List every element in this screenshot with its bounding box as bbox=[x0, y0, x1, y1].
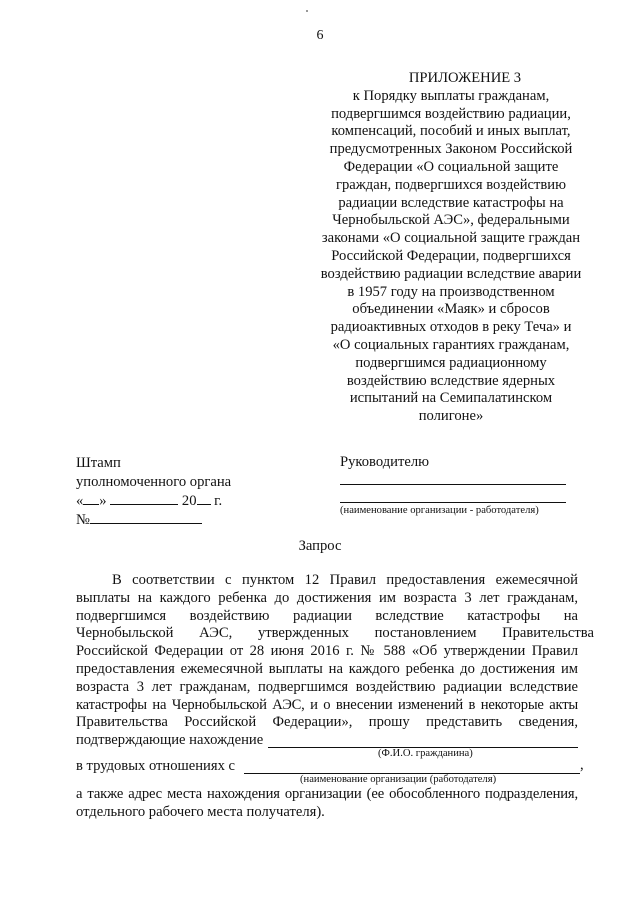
request-title: Запрос bbox=[298, 538, 342, 554]
stamp-number bbox=[76, 511, 231, 530]
appendix-line: предусмотренных Законом Российской bbox=[329, 141, 573, 158]
body-line: подвергшимся воздействию радиации вследствие катастрофы на bbox=[76, 607, 578, 624]
number-field[interactable] bbox=[90, 522, 202, 524]
employment-comma: , bbox=[580, 757, 584, 773]
appendix-line: законами «О социальной защите граждан bbox=[321, 230, 581, 247]
body-line: катастрофы на Чернобыльской АЭС, и о внесении изменений в некоторые акты bbox=[76, 696, 578, 713]
appendix-line: испытаний на Семипалатинском bbox=[349, 390, 553, 407]
year-prefix: 20 bbox=[181, 493, 197, 509]
appendix-line: воздействию вследствие ядерных bbox=[346, 372, 556, 389]
month-field[interactable] bbox=[110, 503, 178, 505]
addressee-line-2[interactable] bbox=[340, 502, 566, 503]
appendix-line: компенсаций, пособий и иных выплат, bbox=[331, 123, 571, 140]
appendix-line: Российской Федерации, подвергшихся bbox=[331, 247, 571, 264]
final-line: а также адрес места нахождения организации (ее обособленного подразделения, bbox=[76, 786, 578, 802]
page-number: 6 bbox=[316, 28, 324, 43]
appendix-line: Федерации «О социальной защите bbox=[343, 158, 559, 175]
stamp-organ-label: уполномоченного органа bbox=[76, 474, 232, 490]
appendix-line: к Порядку выплаты гражданам, bbox=[352, 87, 550, 104]
appendix-line: Чернобыльской АЭС», федеральными bbox=[332, 212, 570, 229]
final-line: отдельного рабочего места получателя). bbox=[76, 803, 325, 820]
scan-artifact bbox=[306, 10, 308, 12]
body-line: Правительства Российской Федерации», прошу представить сведения, bbox=[76, 714, 578, 731]
fio-caption: (Ф.И.О. гражданина) bbox=[378, 748, 473, 759]
body-line: Российской Федерации от 28 июня 2016 г. № 588 «Об утверждении Правил bbox=[76, 643, 578, 660]
date-close-quote: » bbox=[99, 493, 107, 509]
stamp-label: Штамп bbox=[76, 455, 121, 471]
day-field[interactable] bbox=[83, 503, 99, 505]
appendix-line: подвергшимся воздействию радиации, bbox=[331, 105, 571, 122]
employment-label: в трудовых отношениях с bbox=[76, 758, 235, 774]
body-line: возраста 3 лет гражданам, подвергшимся воздействию радиации вследствие bbox=[76, 678, 578, 695]
body-line: предоставления ежемесячной выплаты на каждого ребенка до достижения им bbox=[76, 660, 578, 677]
appendix-line: граждан, подвергшихся воздействию bbox=[335, 176, 567, 193]
appendix-line: объединении «Маяк» и сбросов bbox=[352, 301, 550, 318]
appendix-line: подвергшимся радиационному bbox=[355, 354, 547, 371]
number-sign: № bbox=[76, 512, 90, 528]
final-paragraph bbox=[76, 786, 578, 822]
date-open-quote: « bbox=[76, 493, 84, 509]
addressee-caption: (наименование организации - работодателя) bbox=[340, 505, 539, 516]
org-caption: (наименование организации (работодателя) bbox=[300, 774, 497, 785]
body-line: Чернобыльской АЭС, утвержденных постановлением Правительства bbox=[76, 625, 594, 642]
appendix-header bbox=[312, 70, 590, 426]
appendix-line: воздействию радиации вследствие аварии bbox=[320, 265, 582, 282]
appendix-title: ПРИЛОЖЕНИЕ 3 bbox=[408, 70, 522, 86]
addressee-label: Руководителю bbox=[340, 454, 430, 470]
body-line: выплаты на каждого ребенка до достижения им возраста 3 лет гражданам, bbox=[76, 589, 578, 606]
year-field[interactable] bbox=[197, 503, 211, 505]
year-suffix: г. bbox=[214, 493, 223, 509]
stamp-block bbox=[76, 454, 231, 530]
appendix-line: радиоактивных отходов в реку Теча» и bbox=[330, 319, 572, 336]
addressee-line-1[interactable] bbox=[340, 484, 566, 485]
appendix-line: радиации вследствие катастрофы на bbox=[338, 194, 564, 211]
appendix-line: в 1957 году на производственном bbox=[347, 283, 555, 300]
body-line: В соответствии с пунктом 12 Правил предоставления ежемесячной bbox=[112, 572, 578, 588]
request-body bbox=[76, 572, 594, 732]
appendix-line: «О социальных гарантиях гражданам, bbox=[332, 336, 570, 353]
stamp-date bbox=[76, 492, 231, 511]
appendix-line: полигоне» bbox=[418, 408, 484, 425]
confirm-label: подтверждающие нахождение bbox=[76, 732, 264, 748]
